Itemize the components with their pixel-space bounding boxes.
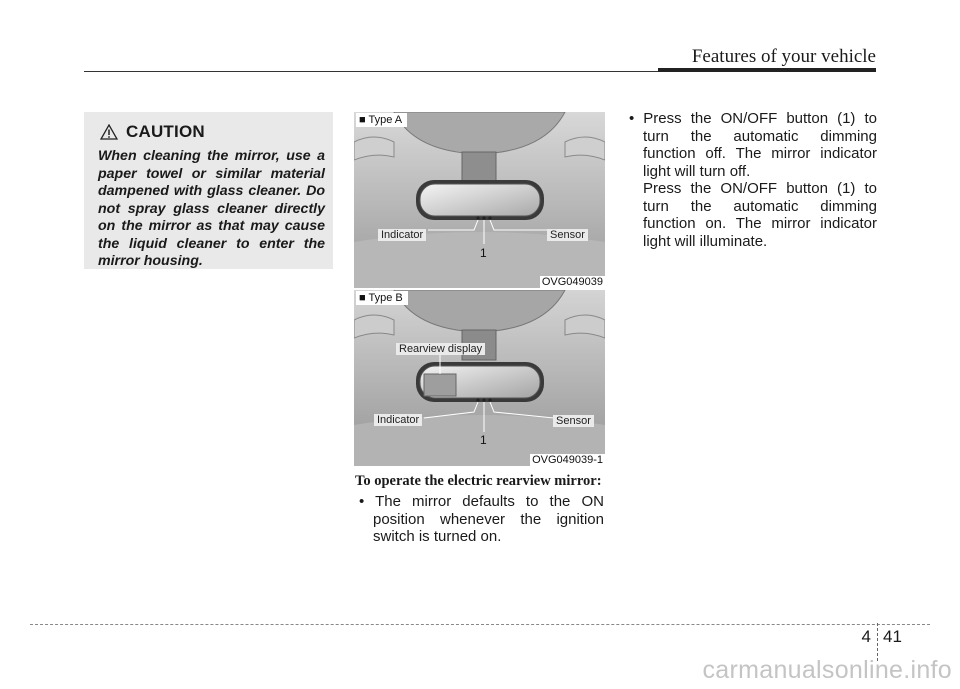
watermark: carmanualsonline.info xyxy=(702,656,952,684)
header-rule-accent xyxy=(658,68,876,72)
figure-code: OVG049039 xyxy=(541,276,603,288)
caution-box xyxy=(84,112,333,269)
mirror-figure-type-a xyxy=(354,112,605,288)
callout-number: 1 xyxy=(480,246,487,260)
page-number: 41 xyxy=(883,627,902,646)
rearview-display-label: Rearview display xyxy=(396,343,485,355)
indicator-label: Indicator xyxy=(374,414,422,426)
indicator-label: Indicator xyxy=(378,229,426,241)
section-title: Features of your vehicle xyxy=(691,46,876,67)
figure-code: OVG049039-1 xyxy=(532,454,603,466)
mirror-figure-type-b xyxy=(354,290,605,466)
type-b-label: ■ Type B xyxy=(356,291,408,305)
type-a-label: ■ Type A xyxy=(356,113,407,127)
bullet-default-on: • The mirror defaults to the ON position whenever the ignition switch is turned on. xyxy=(359,493,604,546)
mirror-illustration-a xyxy=(354,112,605,288)
sensor-label: Sensor xyxy=(553,415,594,427)
caution-header xyxy=(100,122,325,142)
para-dimming-on: Press the ON/OFF button (1) to turn the automatic dimming function on. The mirror indicator light will illuminate. xyxy=(643,180,877,250)
caution-title: CAUTION xyxy=(126,122,205,141)
bullet-dimming-off: • Press the ON/OFF button (1) to turn the automatic dimming function off. The mirror indicator light will turn off. xyxy=(629,110,877,180)
callout-number: 1 xyxy=(480,433,487,447)
operate-heading: To operate the electric rearview mirror: xyxy=(355,473,602,489)
warning-triangle-icon xyxy=(100,124,118,140)
footer-rule xyxy=(30,624,930,625)
chapter-number: 4 xyxy=(861,627,871,646)
caution-text: When cleaning the mirror, use a paper towel or similar material dampened with glass cleaner. Do not spray glass cleaner directly on the mirror as that may cause the liquid cleaner to enter the mirror housing. xyxy=(98,148,325,269)
sensor-label: Sensor xyxy=(547,229,588,241)
